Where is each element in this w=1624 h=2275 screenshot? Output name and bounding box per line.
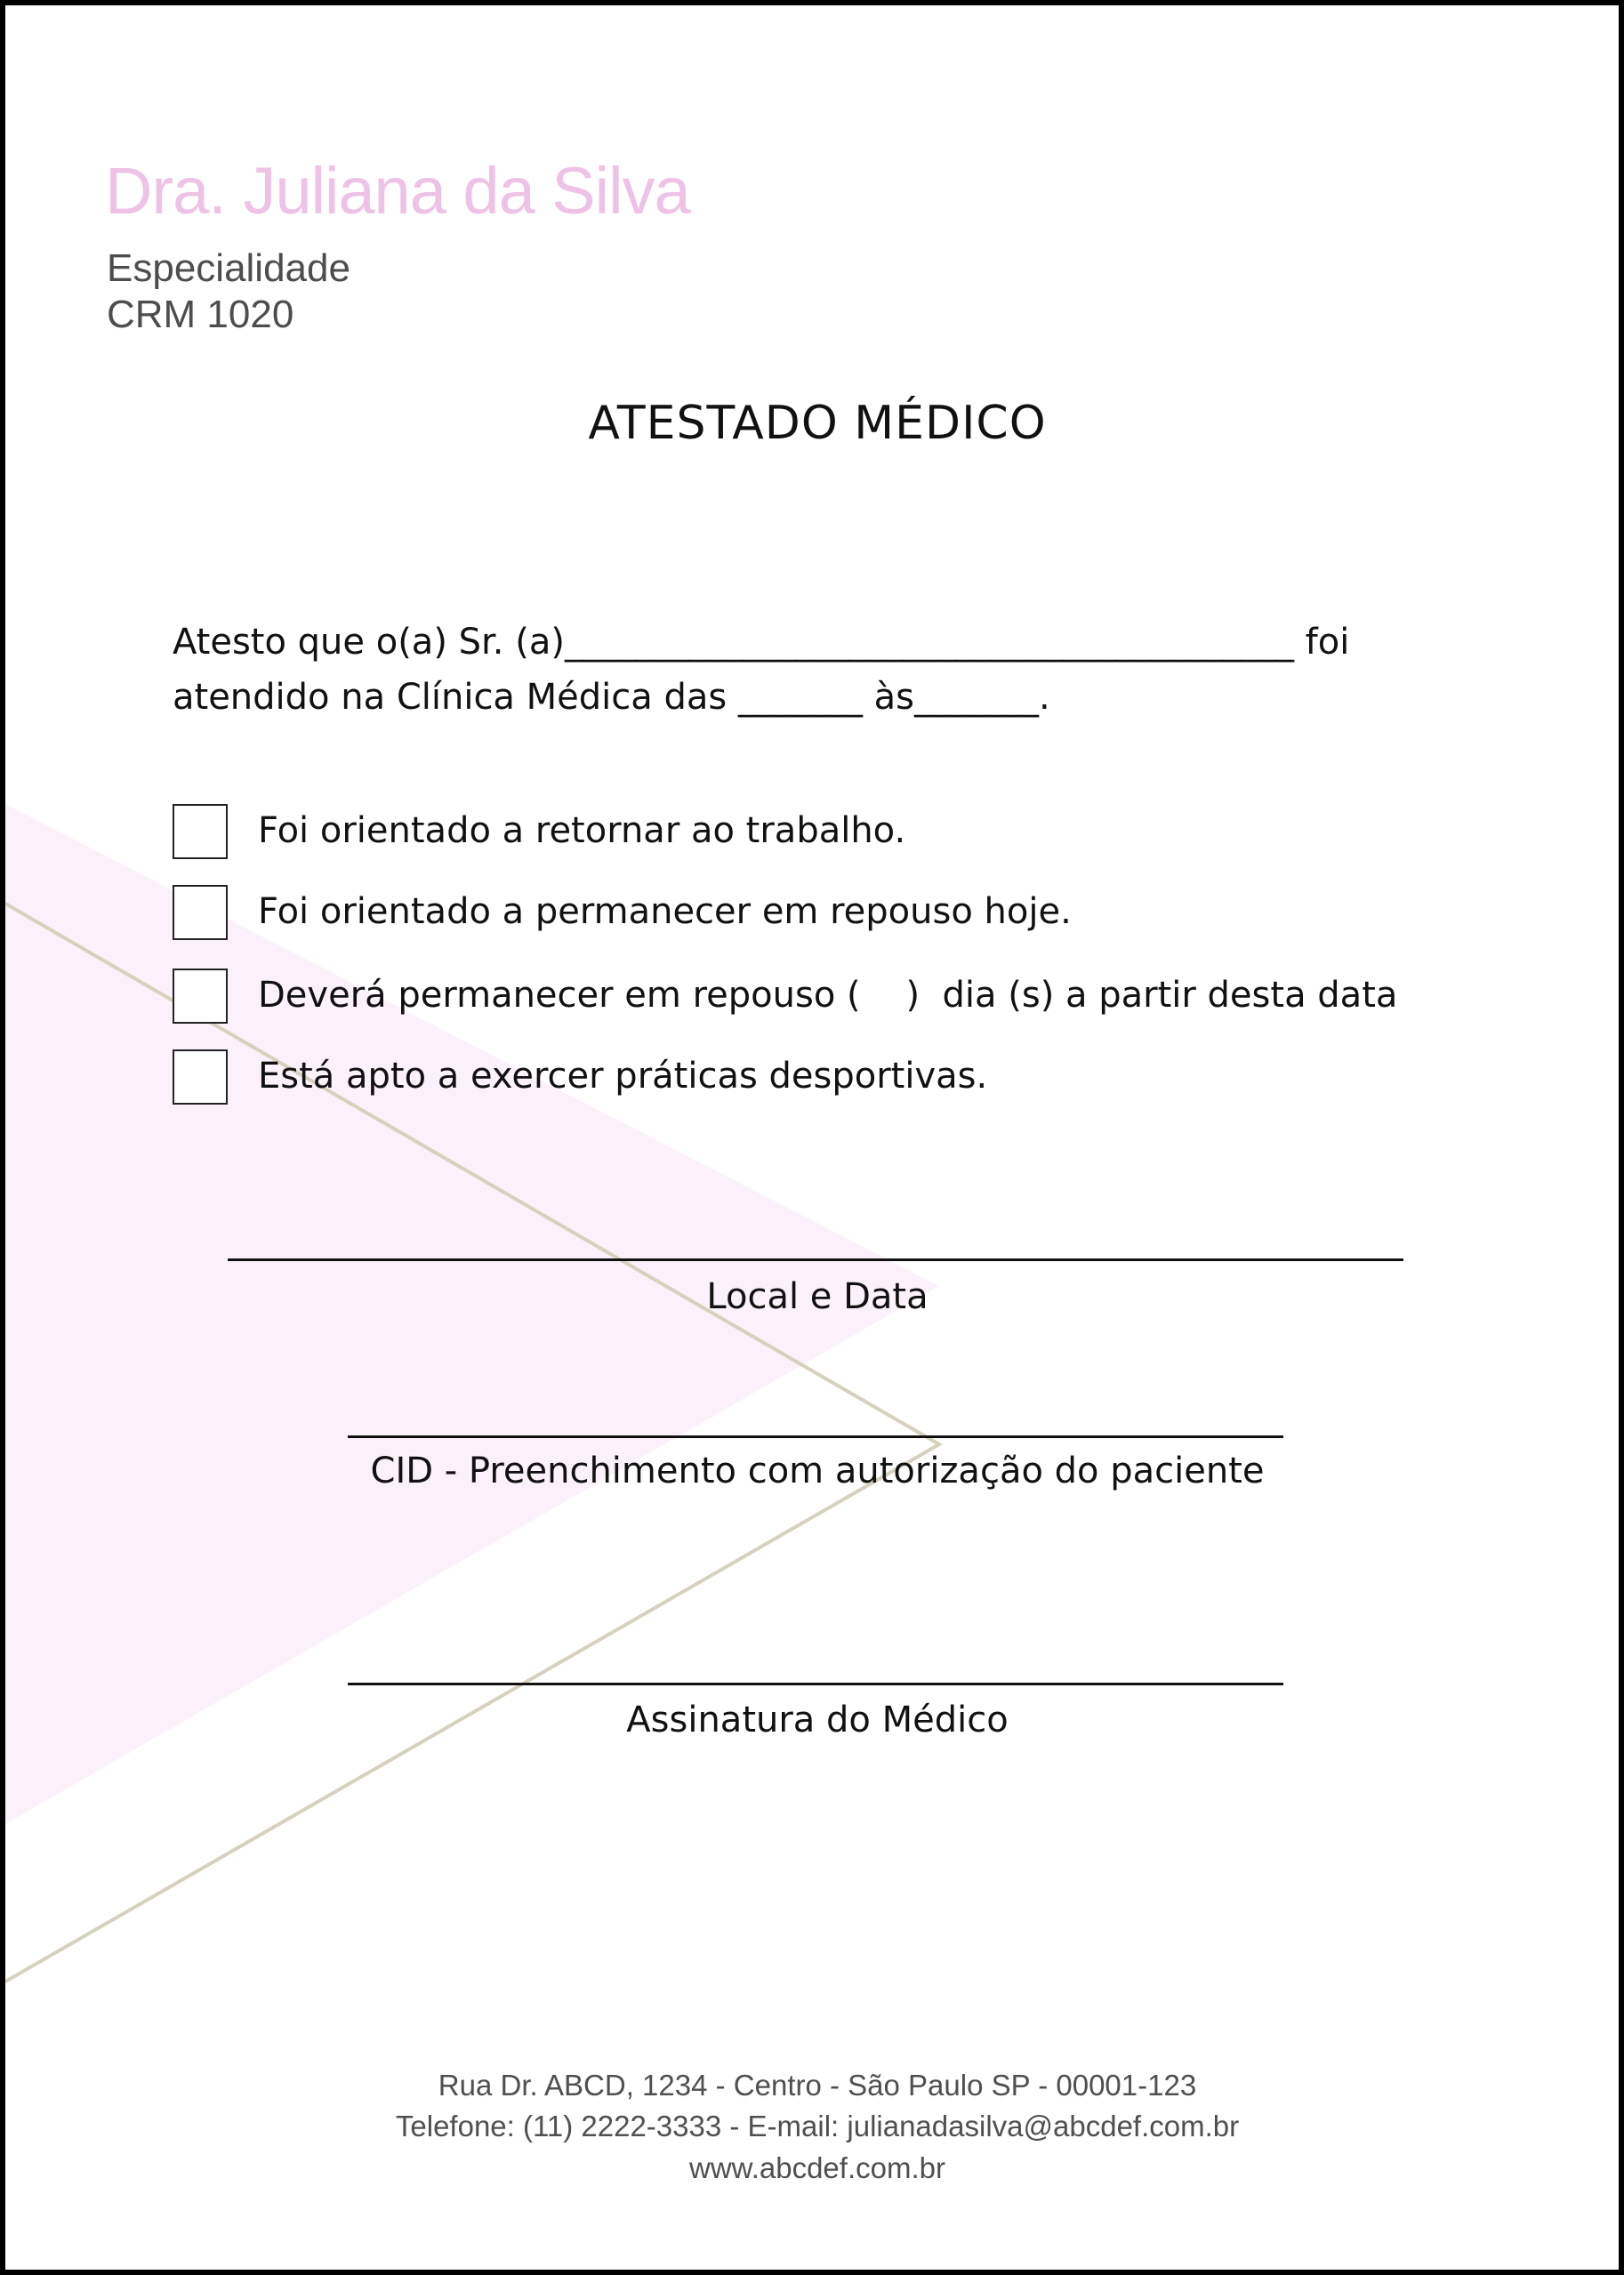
checkbox-rest-days[interactable] [173,969,228,1024]
statement-line-1: Atesto que o(a) Sr. (a)_________________________________________ foi [173,622,1350,663]
cid-label: CID - Preenchimento com autorização do paciente [370,1451,1265,1491]
signature-label: Assinatura do Médico [626,1700,1009,1740]
option-label: Foi orientado a retornar ao trabalho. [258,810,906,851]
cid-line[interactable] [348,1435,1283,1438]
checkbox-return-to-work[interactable] [173,804,228,859]
checkbox-rest-today[interactable] [173,885,228,940]
option-label: Foi orientado a permanecer em repouso hoje. [258,891,1072,932]
footer-contact: Telefone: (11) 2222-3333 - E-mail: julianadasilva@abcdef.com.br [395,2110,1240,2142]
footer-address: Rua Dr. ABCD, 1234 - Centro - São Paulo SP - 00001-123 [438,2069,1197,2102]
decorative-background [5,5,1624,2275]
option-label: Está apto a exercer práticas desportivas. [258,1056,988,1097]
checkbox-fit-for-sports[interactable] [173,1049,228,1105]
doctor-specialty: Especialidade [107,246,350,290]
local-data-label: Local e Data [706,1276,929,1317]
local-data-line[interactable] [228,1258,1403,1261]
option-label: Deverá permanecer em repouso ( ) dia (s) a partir desta data [258,975,1398,1016]
signature-line[interactable] [348,1683,1283,1685]
doctor-name: Dra. Juliana da Silva [105,154,690,228]
document-title: ATESTADO MÉDICO [588,397,1047,450]
footer-website: www.abcdef.com.br [689,2151,945,2184]
statement-line-2: atendido na Clínica Médica das _______ às_______. [173,677,1050,718]
doctor-crm: CRM 1020 [107,293,294,336]
